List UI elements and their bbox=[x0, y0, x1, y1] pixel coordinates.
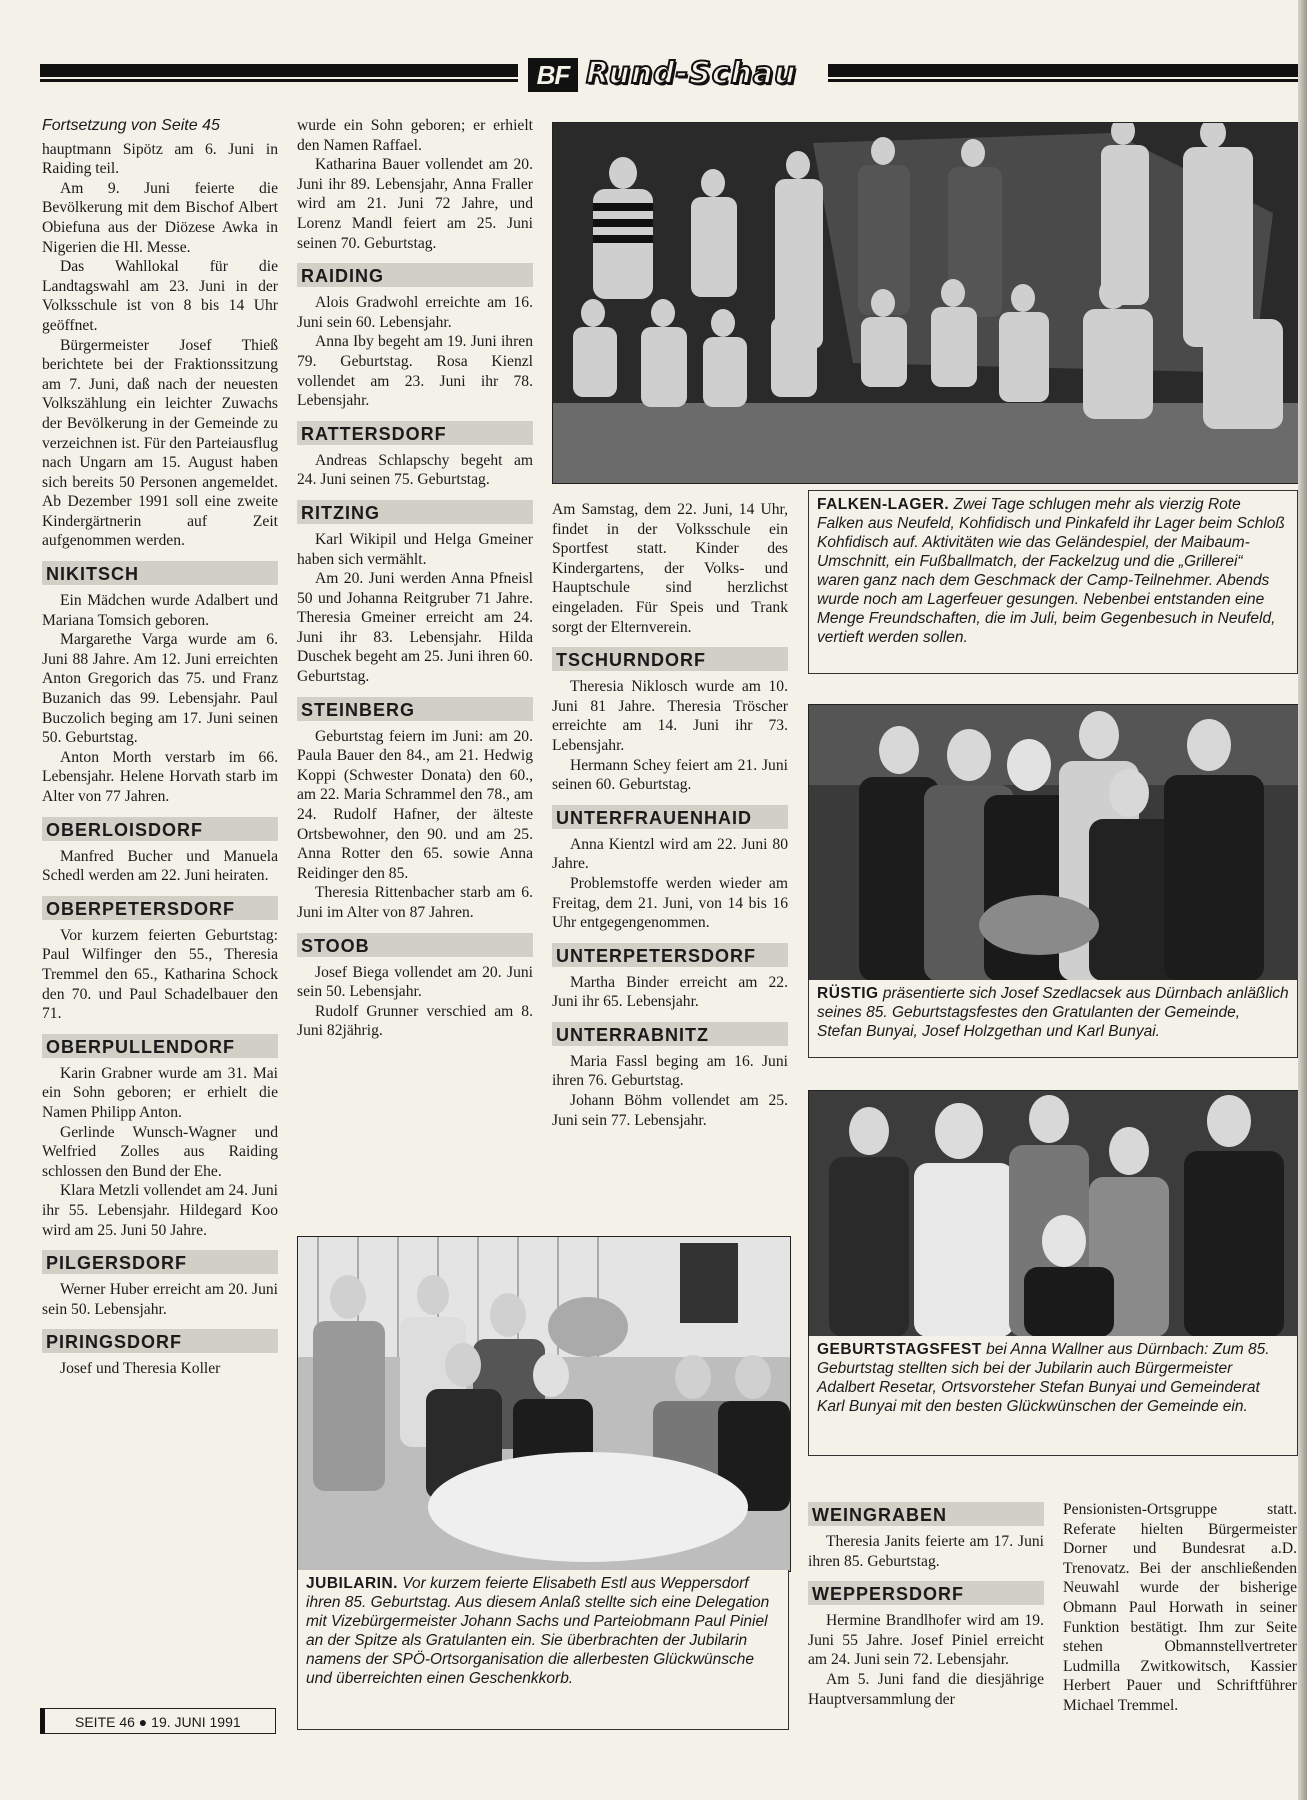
article-column-4 bbox=[808, 1492, 1044, 1709]
section-heading: OBERPETERSDORF bbox=[42, 896, 278, 920]
section-heading: UNTERPETERSDORF bbox=[552, 943, 788, 967]
section-heading: OBERLOISDORF bbox=[42, 817, 278, 841]
section-heading: STOOB bbox=[297, 933, 533, 957]
scan-edge bbox=[1298, 0, 1307, 1800]
article-paragraph: Maria Fassl beging am 16. Juni ihren 76. Geburtstag. bbox=[552, 1052, 788, 1090]
article-paragraph: Am 5. Juni fand die diesjährige Hauptversammlung der bbox=[808, 1670, 1044, 1708]
article-paragraph: Karl Wikipil und Helga Gmeiner haben sich vermählt. bbox=[297, 530, 533, 568]
article-paragraph: wurde ein Sohn geboren; er erhielt den Namen Raffael. bbox=[297, 117, 533, 154]
caption-lead: FALKEN-LAGER. bbox=[817, 496, 950, 513]
article-column-3 bbox=[552, 500, 788, 1130]
article-paragraph: Bürgermeister Josef Thieß berichtete bei der Fraktionssitzung am 7. Juni, daß nach der neuesten Volkszählung ein leichter Zuwachs der Bevölkerung in der Gemeinde zu verzeichnen ist. Für den Parteiausflug nach Ungarn am 15. August haben sich bereits 50 Personen angemeldet. Ab Dezember 1991 soll eine zweite Kindergärtnerin auf Zeit aufgenommen werden. bbox=[42, 336, 279, 550]
section-heading: RATTERSDORF bbox=[297, 421, 533, 445]
article-paragraph: Theresia Niklosch wurde am 10. Juni 81 Jahre. Theresia Tröscher erreichte am 14. Juni ihr 73. Lebensjahr. bbox=[552, 678, 788, 754]
article-paragraph: Karin Grabner wurde am 31. Mai ein Sohn geboren; er erhielt die Namen Philipp Anton. bbox=[42, 1064, 278, 1121]
section-heading: UNTERRABNITZ bbox=[552, 1022, 788, 1046]
article-paragraph: Problemstoffe werden wieder am Freitag, dem 21. Juni, von 14 bis 16 Uhr entgegengenommen. bbox=[552, 874, 788, 932]
article-paragraph: Gerlinde Wunsch-Wagner und Welfried Zolles aus Raiding schlossen den Bund der Ehe. bbox=[42, 1123, 278, 1180]
article-paragraph: Martha Binder erreicht am 22. Juni ihr 65. Lebensjahr. bbox=[552, 973, 788, 1011]
page-footer: SEITE 46 ● 19. JUNI 1991 bbox=[40, 1708, 276, 1734]
article-column-2 bbox=[297, 116, 533, 1041]
article-paragraph: Hermann Schey feiert am 21. Juni seinen 60. Geburtstag. bbox=[552, 756, 788, 794]
article-paragraph: Klara Metzli vollendet am 24. Juni ihr 55. Lebensjahr. Hildegard Koo wird am 25. Juni 50 Jahre. bbox=[42, 1182, 278, 1239]
article-paragraph: Am 20. Juni werden Anna Pfneisl 50 und Johanna Reitgruber 71 Jahre. Theresia Gmeiner erreicht am 24. Juni ihr 83. Lebensjahr. Hilda Duschek begeht am 25. Juni ihren 60. Geburtstag. bbox=[297, 570, 533, 686]
article-paragraph: Katharina Bauer vollendet am 20. Juni ihr 89. Lebensjahr, Anna Fraller wird am 21. Juni 72 Jahre, und Lorenz Mandl feiert am 25. Juni seinen 70. Geburtstag. bbox=[297, 156, 533, 252]
article-paragraph: Andreas Schlapschy begeht am 24. Juni seinen 75. Geburtstag. bbox=[297, 451, 533, 489]
article-paragraph: Anton Morth verstarb im 66. Lebensjahr. Helene Horvath starb im Alter von 77 Jahren. bbox=[42, 748, 278, 805]
jubilarin-photo bbox=[297, 1236, 791, 1572]
section-heading: WEINGRABEN bbox=[808, 1502, 1044, 1526]
article-paragraph: Ein Mädchen wurde Adalbert und Mariana Tomsich geboren. bbox=[42, 592, 278, 629]
article-paragraph: Margarethe Varga wurde am 6. Juni 88 Jahre. Am 12. Juni erreichten Anton Gregorich das 75. und Franz Buzanich das 99. Lebensjahr. Paul Buczolich beging am 17. Juni seinen 50. Geburtstag. bbox=[42, 631, 278, 747]
section-heading: WEPPERSDORF bbox=[808, 1581, 1044, 1605]
continuation-note: Fortsetzung von Seite 45 bbox=[42, 117, 220, 134]
article-paragraph: Anna Kientzl wird am 22. Juni 80 Jahre. bbox=[552, 835, 788, 873]
section-heading: STEINBERG bbox=[297, 697, 533, 721]
caption-text: bei Anna Wallner aus Dürnbach: Zum 85. Geburtstag stellten sich bei der Jubilarin auch Bürgermeister Adalbert Resetar, Ortsvorsteher Stefan Bunyai und Gemeinderat Karl Bunyai mit den besten Glückwünschen der Gemeinde ein. bbox=[817, 1341, 1270, 1415]
article-paragraph: Alois Gradwohl erreichte am 16. Juni sein 60. Lebensjahr. bbox=[297, 294, 533, 331]
falken-lager-caption bbox=[808, 490, 1298, 674]
article-column-1 bbox=[42, 116, 278, 1379]
section-heading: RAIDING bbox=[297, 263, 533, 287]
masthead-rule-right bbox=[828, 64, 1298, 77]
article-paragraph: Am 9. Juni feierte die Bevölkerung mit dem Bischof Albert Obiefuna aus der Diözese Awka in Nigerien die Hl. Messe. bbox=[42, 179, 278, 256]
section-heading: UNTERFRAUENHAID bbox=[552, 805, 788, 829]
logo-initials: BF bbox=[528, 58, 578, 92]
article-paragraph: Josef und Theresia Koller bbox=[60, 1360, 221, 1378]
masthead-rule-left bbox=[40, 64, 518, 77]
section-heading: PIRINGSDORF bbox=[42, 1329, 278, 1353]
ruestig-caption bbox=[808, 980, 1298, 1058]
article-paragraph: Vor kurzem feierten Geburtstag: Paul Wilfinger den 55., Theresia Tremmel den 65., Katharina Schock den 70. und Paul Schadelbauer den 71. bbox=[42, 926, 278, 1023]
article-paragraph: Theresia Janits feierte am 17. Juni ihren 85. Geburtstag. bbox=[808, 1533, 1044, 1570]
geburtstagsfest-caption bbox=[808, 1336, 1298, 1456]
jubilarin-caption bbox=[297, 1570, 789, 1730]
falken-lager-photo bbox=[552, 122, 1300, 484]
section-heading: PILGERSDORF bbox=[42, 1250, 278, 1274]
section-heading: OBERPULLENDORF bbox=[42, 1034, 278, 1058]
caption-text: präsentierte sich Josef Szedlacsek aus Dürnbach anläßlich seines 85. Geburtstagsfestes den Gratulanten der Gemeinde, Stefan Bunyai, Josef Holzgethan und Karl Bunyai. bbox=[817, 985, 1289, 1040]
caption-lead: JUBILARIN. bbox=[306, 1575, 398, 1592]
article-paragraph: Theresia Rittenbacher starb am 6. Juni im Alter von 87 Jahren. bbox=[297, 884, 533, 921]
article-paragraph: Manfred Bucher und Manuela Schedl werden am 22. Juni heiraten. bbox=[42, 847, 278, 885]
article-paragraph: Das Wahllokal für die Landtagswahl am 23. Juni in der Volksschule ist von 8 bis 14 Uhr geöffnet. bbox=[42, 258, 278, 334]
section-heading: TSCHURNDORF bbox=[552, 647, 788, 671]
article-column-5 bbox=[1063, 1500, 1297, 1716]
article-paragraph: Geburtstag feiern im Juni: am 20. Paula Bauer den 84., am 21. Hedwig Koppi (Schwester Donata) den 60., am 22. Maria Schrammel den 78., am 24. Rudolf Hafner, der älteste Ortsbewohner, den 90. und am 25. Anna Rotter den 65. sowie Anna Reidinger den 85. bbox=[297, 727, 533, 882]
section-heading: RITZING bbox=[297, 500, 533, 524]
article-paragraph: Josef Biega vollendet am 20. Juni sein 50. Lebensjahr. bbox=[297, 963, 533, 1001]
article-paragraph: Pensionisten-Ortsgruppe statt. Referate hielten Bürgermeister Dorner und Bundesrat a.D. Trenovatz. Bei der anschließenden Neuwahl wurde der bisherige Obmann Paul Horwath in seiner Funktion bestätigt. Ihm zur Seite stehen Obmannstellvertreter Ludmilla Zwitkowitsch, Kassier Herbert Pauer und Schriftführer Michael Tremmel. bbox=[1063, 1501, 1297, 1714]
caption-text: Vor kurzem feierte Elisabeth Estl aus Weppersdorf ihren 85. Geburtstag. Aus diesem Anlaß stellte sich eine Delegation mit Vizebürgermeister Johann Sachs und Parteiobmann Paul Piniel an der Spitze als Gratulanten ein. Sie überbrachten der Jubilarin namens der SPÖ-Ortsorganisation die allerbesten Glückwünsche und überreichten einen Geschenkkorb. bbox=[306, 1575, 770, 1687]
article-paragraph: Hermine Brandlhofer wird am 19. Juni 55 Jahre. Josef Piniel erreicht am 24. Juni sein 72. Lebensjahr. bbox=[808, 1612, 1044, 1669]
article-paragraph: hauptmann Sipötz am 6. Juni in Raiding teil. bbox=[42, 140, 278, 178]
geburtstagsfest-photo bbox=[808, 1090, 1300, 1338]
masthead-logo bbox=[528, 56, 818, 96]
article-paragraph: Johann Böhm vollendet am 25. Juni sein 77. Lebensjahr. bbox=[552, 1092, 788, 1129]
caption-lead: GEBURTSTAGSFEST bbox=[817, 1341, 982, 1358]
logo-title: Rund-Schau bbox=[586, 56, 797, 91]
article-paragraph: Am Samstag, dem 22. Juni, 14 Uhr, findet in der Volksschule ein Sportfest statt. Kinder des Kindergartens, der Volks- und Hauptschule sind herzlichst eingeladen. Für Speis und Trank sorgt der Elternverein. bbox=[552, 501, 788, 636]
caption-lead: RÜSTIG bbox=[817, 985, 879, 1002]
caption-text: Zwei Tage schlugen mehr als vierzig Rote Falken aus Neufeld, Kohfidisch und Pinkafeld ihr Lager beim Schloß Kohfidisch auf. Aktivitäten wie das Geländespiel, der Maibaum-Umschnitt, ein Fußballmatch, der Fackelzug und die „Grillerei“ waren ganz nach dem Geschmack der Camp-Teilnehmer. Abends wurde noch am Lagerfeuer gesungen. Nebenbei entstanden eine Menge Freundschaften, die im Juli, beim Gegenbesuch in Neufeld, vertieft werden sollen. bbox=[817, 496, 1285, 646]
article-paragraph: Rudolf Grunner verschied am 8. Juni 82jährig. bbox=[297, 1002, 533, 1040]
section-heading: NIKITSCH bbox=[42, 561, 278, 585]
article-paragraph: Anna Iby begeht am 19. Juni ihren 79. Geburtstag. Rosa Kienzl vollendet am 23. Juni ihr 78. Lebensjahr. bbox=[297, 333, 533, 410]
article-paragraph: Werner Huber erreicht am 20. Juni sein 50. Lebensjahr. bbox=[42, 1281, 278, 1318]
ruestig-photo bbox=[808, 704, 1300, 982]
